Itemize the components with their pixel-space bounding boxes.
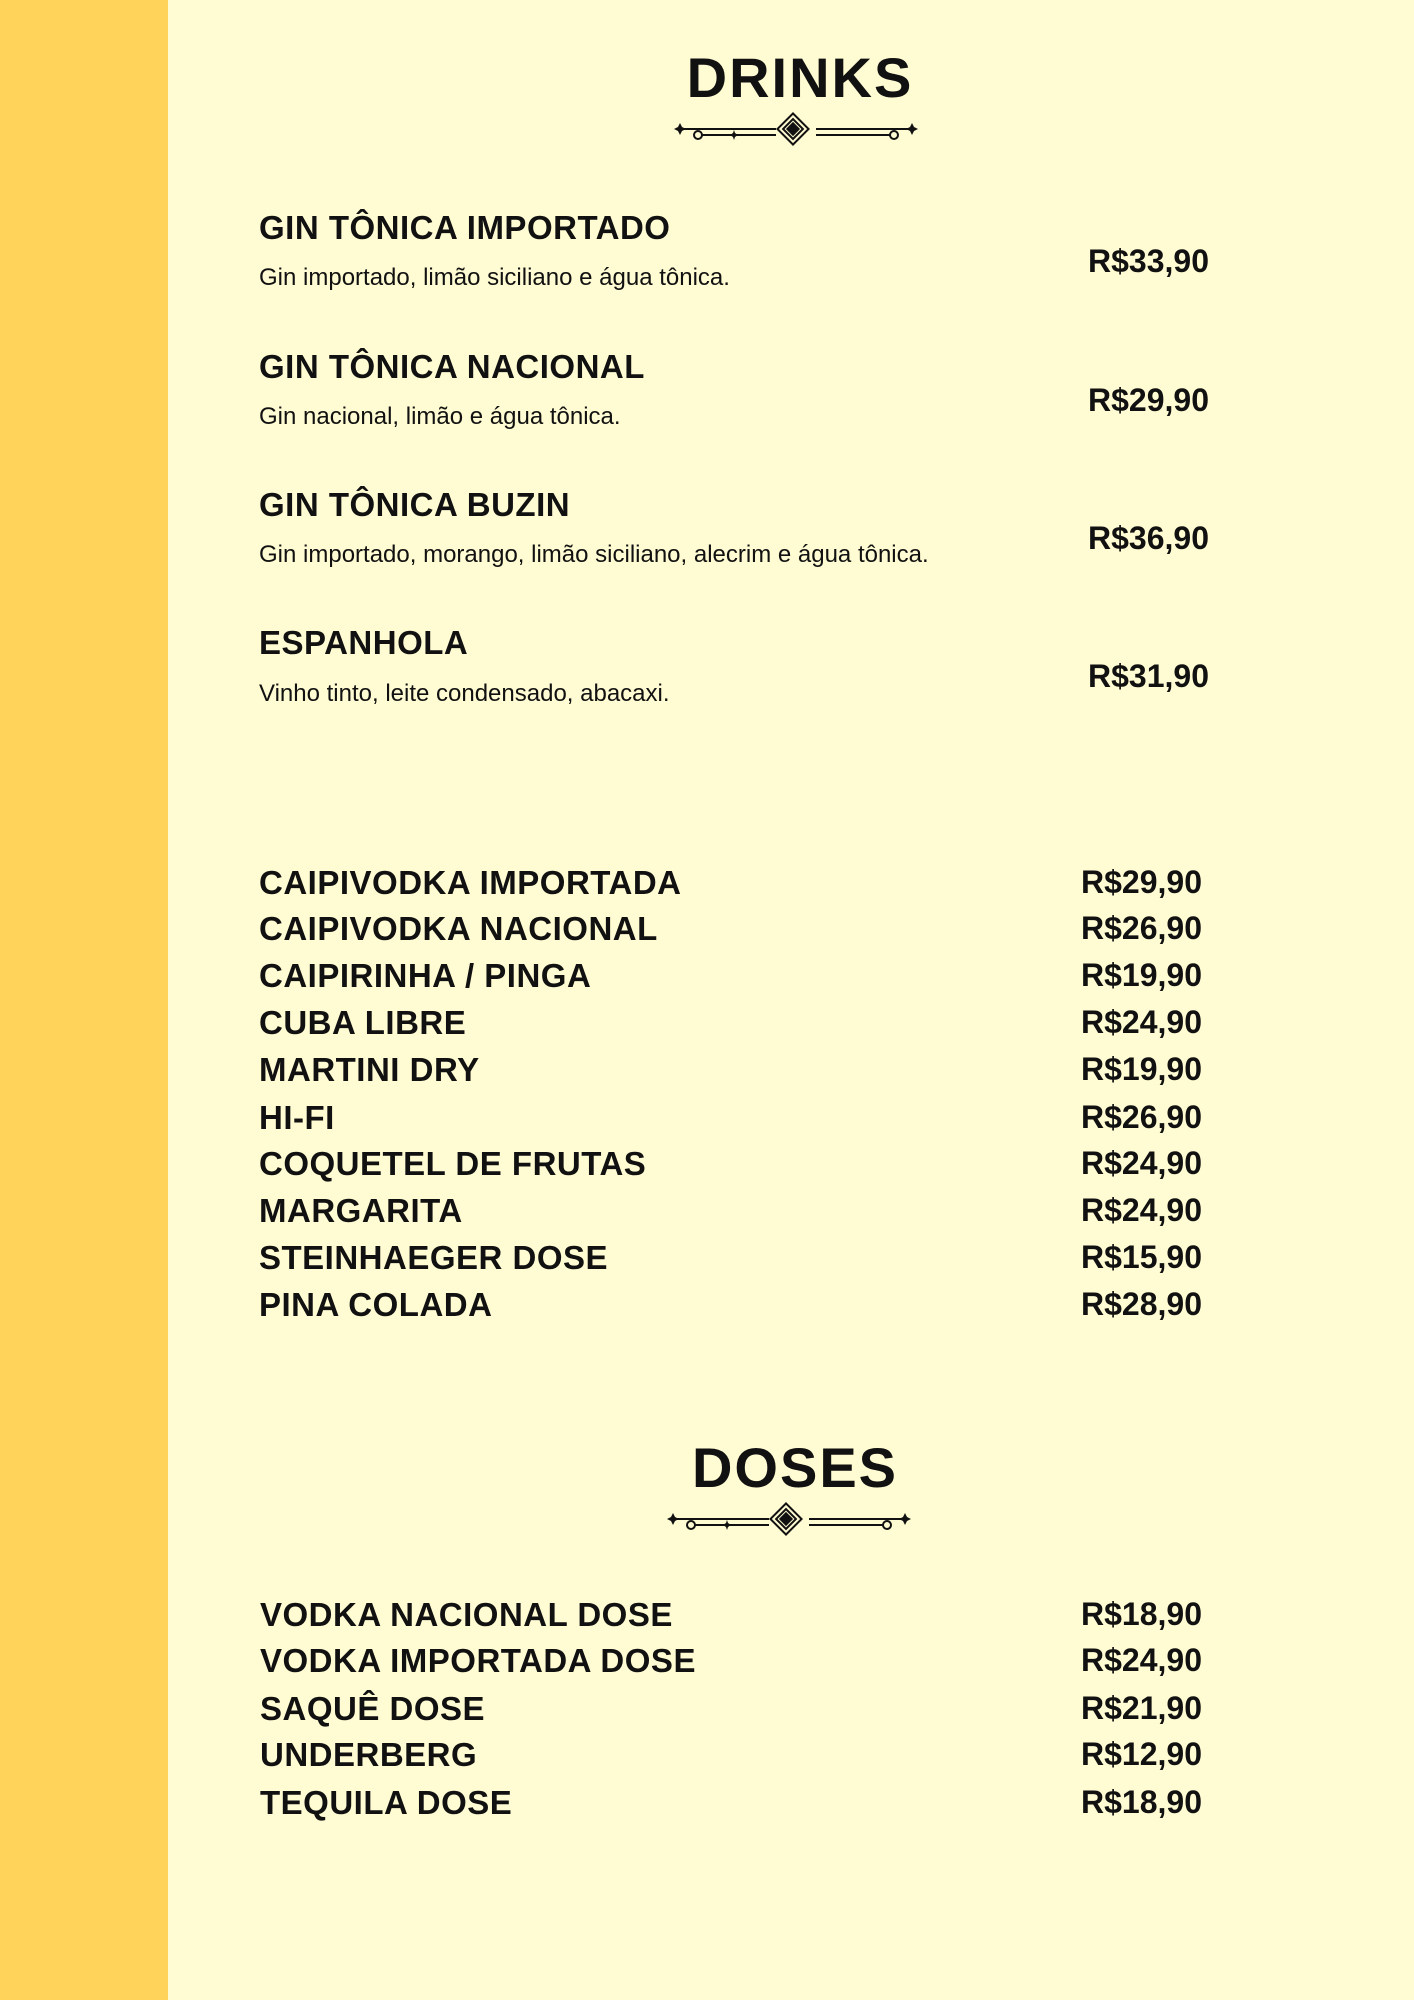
side-accent-strip	[0, 0, 168, 2000]
drink-name: GIN TÔNICA BUZIN	[259, 486, 571, 523]
list-item-price: R$28,90	[1081, 1286, 1202, 1322]
list-item-name: HI-FI	[259, 1099, 335, 1136]
list-item-price: R$29,90	[1081, 864, 1202, 900]
list-item-name: SAQUÊ DOSE	[260, 1690, 486, 1727]
list-item-name: TEQUILA DOSE	[260, 1784, 513, 1821]
drinks-title: DRINKS	[686, 46, 914, 109]
drink-price: R$31,90	[1088, 658, 1209, 694]
list-item-price: R$26,90	[1081, 1099, 1202, 1135]
list-item-name: CUBA LIBRE	[259, 1004, 467, 1041]
list-item-name: CAIPIVODKA IMPORTADA	[259, 864, 682, 901]
list-item-price: R$21,90	[1081, 1690, 1202, 1726]
list-item-name: MARTINI DRY	[259, 1051, 480, 1088]
list-item-name: STEINHAEGER DOSE	[259, 1239, 609, 1276]
drink-name: GIN TÔNICA IMPORTADO	[259, 209, 671, 246]
drink-price: R$36,90	[1088, 520, 1209, 556]
drink-description: Gin nacional, limão e água tônica.	[259, 403, 621, 430]
list-item-name: UNDERBERG	[260, 1736, 478, 1773]
list-item-price: R$18,90	[1081, 1784, 1202, 1820]
list-item-price: R$24,90	[1081, 1642, 1202, 1678]
drink-price: R$33,90	[1088, 243, 1209, 279]
drink-description: Vinho tinto, leite condensado, abacaxi.	[259, 680, 670, 707]
list-item-price: R$19,90	[1081, 1051, 1202, 1087]
list-item-name: VODKA NACIONAL DOSE	[260, 1596, 673, 1633]
list-item-name: CAIPIVODKA NACIONAL	[259, 910, 658, 947]
list-item-price: R$19,90	[1081, 957, 1202, 993]
list-item-name: MARGARITA	[259, 1192, 463, 1229]
list-item-name: PINA COLADA	[259, 1286, 493, 1323]
list-item-name: CAIPIRINHA / PINGA	[259, 957, 592, 994]
drink-description: Gin importado, limão siciliano e água tônica.	[259, 264, 730, 291]
doses-title: DOSES	[691, 1436, 899, 1499]
list-item-price: R$24,90	[1081, 1192, 1202, 1228]
list-item-price: R$26,90	[1081, 910, 1202, 946]
drink-name: ESPANHOLA	[259, 624, 469, 661]
art-deco-divider-icon	[668, 112, 924, 152]
list-item-price: R$15,90	[1081, 1239, 1202, 1275]
drink-price: R$29,90	[1088, 382, 1209, 418]
list-item-name: VODKA IMPORTADA DOSE	[260, 1642, 696, 1679]
art-deco-divider-icon	[661, 1502, 917, 1542]
list-item-price: R$12,90	[1081, 1736, 1202, 1772]
list-item-name: COQUETEL DE FRUTAS	[259, 1145, 647, 1182]
list-item-price: R$18,90	[1081, 1596, 1202, 1632]
drink-name: GIN TÔNICA NACIONAL	[259, 348, 645, 385]
drink-description: Gin importado, morango, limão siciliano, alecrim e água tônica.	[259, 541, 929, 568]
list-item-price: R$24,90	[1081, 1145, 1202, 1181]
list-item-price: R$24,90	[1081, 1004, 1202, 1040]
